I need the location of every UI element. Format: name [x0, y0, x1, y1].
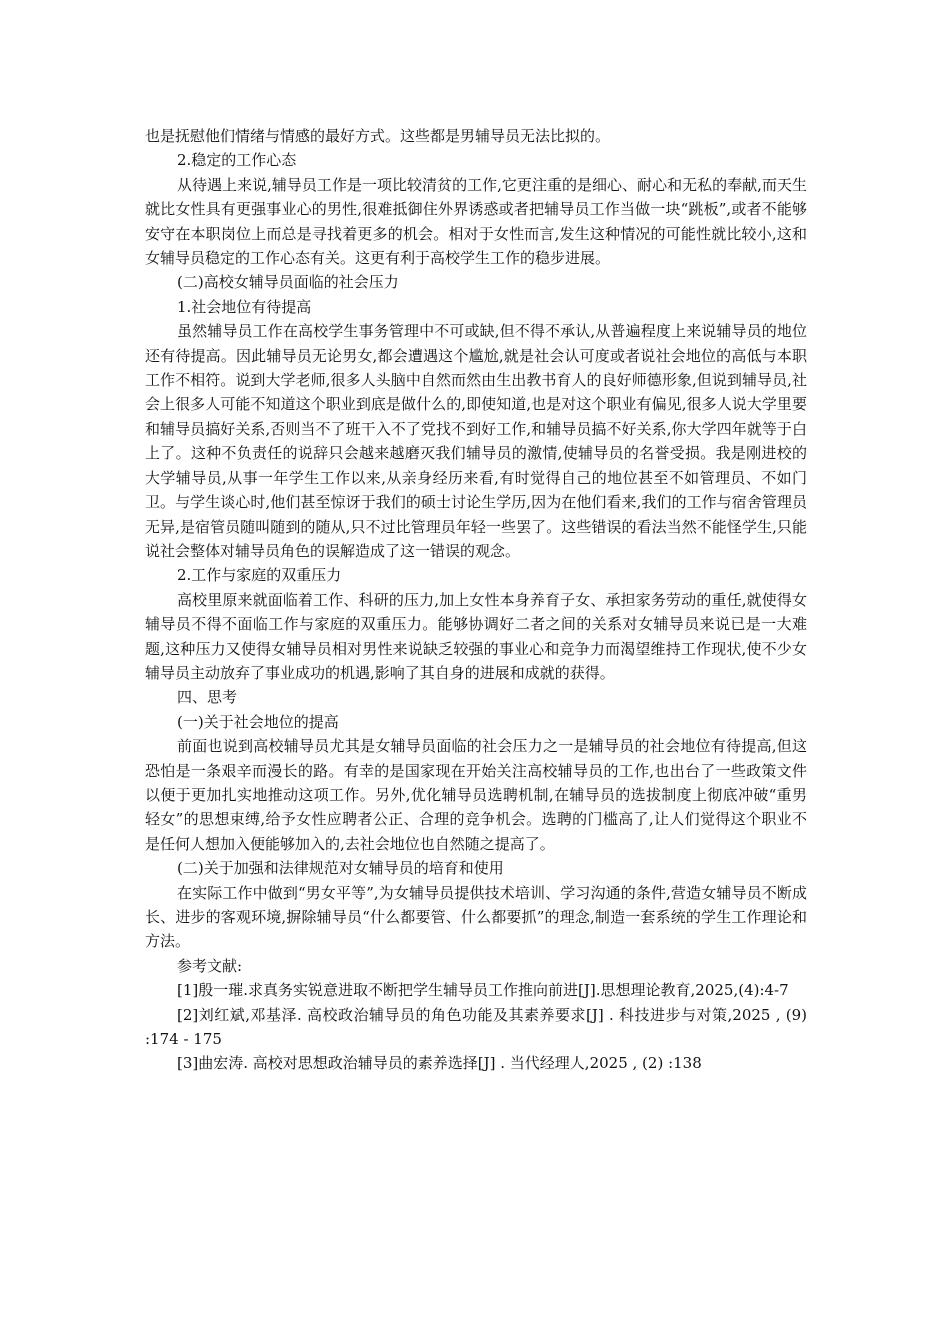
- paragraph-body: 在实际工作中做到“男女平等”,为女辅导员提供技术培训、学习沟通的条件,营造女辅导员不断成长、进步的客观环境,摒除辅导员“什么都要管、什么都要抓”的理念,制造一套系统的学生工作理论和方法。: [145, 883, 807, 951]
- heading-training-and-use: (二)关于加强和法律规范对女辅导员的培育和使用: [177, 859, 504, 878]
- heading-section-four: 四、思考: [177, 688, 238, 707]
- reference-item: [3]曲宏涛. 高校对思想政治辅导员的素养选择[J] . 当代经理人,2025 , (2) :138: [177, 1054, 702, 1073]
- paragraph-continuation: 也是抚慰他们情绪与情感的最好方式。这些都是男辅导员无法比拟的。: [145, 127, 611, 145]
- heading-status-improvement: (一)关于社会地位的提高: [177, 712, 339, 731]
- reference-item: [2]刘红斌,邓基泽. 高校政治辅导员的角色功能及其素养要求[J] . 科技进步与对策,2025 , (9) :174 - 175: [145, 1005, 807, 1049]
- document-page: [145, 124, 807, 1076]
- paragraph-body: 高校里原来就面临着工作、科研的压力,加上女性本身养育子女、承担家务劳动的重任,就使得女辅导员不得不面临工作与家庭的双重压力。能够协调好二者之间的关系对女辅导员来说已是一大难题,这种压力又使得女辅导员相对男性来说缺乏较强的事业心和竞争力而渴望维持工作现状,使不少女辅导员主动放弃了事业成功的机遇,影响了其自身的进展和成就的获得。: [145, 590, 807, 682]
- paragraph-body: 从待遇上来说,辅导员工作是一项比较清贫的工作,它更注重的是细心、耐心和无私的奉献,而天生就比女性具有更强事业心的男性,很难抵御住外界诱惑或者把辅导员工作当做一块“跳板”,或者不能够安守在本职岗位上而总是寻找着更多的机会。相对于女性而言,发生这种情况的可能性就比较小,这和女辅导员稳定的工作心态有关。这更有利于高校学生工作的稳步进展。: [145, 175, 807, 268]
- paragraph-body: 前面也说到高校辅导员尤其是女辅导员面临的社会压力之一是辅导员的社会地位有待提高,但这恐怕是一条艰辛而漫长的路。有幸的是国家现在开始关注高校辅导员的工作,也出台了一些政策文件以便于更加扎实地推动这项工作。另外,优化辅导员选聘机制,在辅导员的选拔制度上彻底冲破“重男轻女”的思想束缚,给予女性应聘者公正、合理的竞争机会。选聘的门槛高了,让人们觉得这个职业不是任何人想加入便能够加入的,去社会地位也自然随之提高了。: [145, 737, 807, 853]
- heading-stable-mindset: 2.稳定的工作心态: [177, 151, 297, 170]
- heading-dual-pressure: 2.工作与家庭的双重压力: [177, 566, 342, 585]
- reference-item: [1]殷一璀.求真务实锐意进取不断把学生辅导员工作推向前进[J].思想理论教育,2025,(4):4-7: [177, 981, 789, 1000]
- paragraph-body: 虽然辅导员工作在高校学生事务管理中不可或缺,但不得不承认,从普遍程度上来说辅导员的地位还有待提高。因此辅导员无论男女,都会遭遇这个尴尬,就是社会认可度或者说社会地位的高低与本职工作不相符。说到大学老师,很多人头脑中自然而然由生出教书育人的良好师德形象,但说到辅导员,社会上很多人可能不知道这个职业到底是做什么的,即使知道,也是对这个职业有偏见,很多人说大学里要和辅导员搞好关系,否则当不了班干入不了党找不到好工作,和辅导员搞不好关系,你大学四年就等于白上了。这种不负责任的说辞只会越来越磨灭我们辅导员的激情,使辅导员的名誉受损。我是刚进校的大学辅导员,从事一年学生工作以来,从亲身经历来看,有时觉得自己的地位甚至不如管理员、不如门卫。与学生谈心时,他们甚至惊讶于我们的硕士讨论生学历,因为在他们看来,我们的工作与宿舍管理员无异,是宿管员随叫随到的随从,只不过比管理员年轻一些罢了。这些错误的看法当然不能怪学生,只能说社会整体对辅导员角色的误解造成了这一错误的观念。: [145, 322, 807, 560]
- heading-social-pressure: (二)高校女辅导员面临的社会压力: [177, 273, 399, 292]
- heading-references: 参考文献:: [177, 956, 243, 975]
- heading-social-status: 1.社会地位有待提高: [177, 297, 312, 316]
